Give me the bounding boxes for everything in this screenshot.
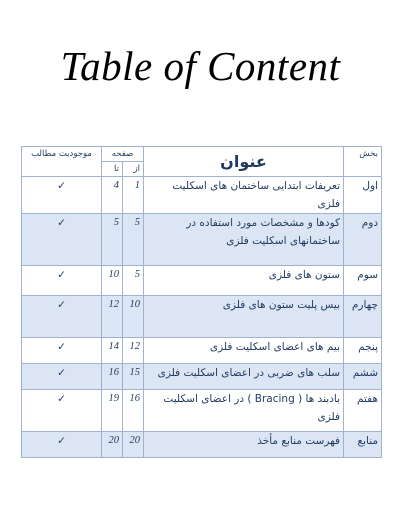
table-row <box>22 266 382 296</box>
page-title: Table of Content <box>60 43 341 89</box>
header-page: صفحه <box>102 147 144 162</box>
header-available: موجودیت مطالب <box>22 147 102 177</box>
row-page-to: 16 <box>102 364 123 390</box>
table-row <box>22 338 382 364</box>
header-from: از <box>123 162 144 177</box>
table-row <box>22 364 382 390</box>
header-section: بخش <box>344 147 382 177</box>
row-title: بیس پلیت ستون های فلزی <box>144 296 344 338</box>
header-row <box>22 147 382 162</box>
row-title: تعریفات ابتدایی ساختمان های اسکلیت فلزی <box>144 177 344 214</box>
row-title: بیم های اعضای اسکلیت فلزی <box>144 338 344 364</box>
row-page-from: 1 <box>123 177 144 214</box>
row-title: فهرست منابع مأخذ <box>144 432 344 458</box>
table-row <box>22 432 382 458</box>
row-page-from: 20 <box>123 432 144 458</box>
row-page-to: 20 <box>102 432 123 458</box>
row-page-to: 4 <box>102 177 123 214</box>
row-title: ستون های فلزی <box>144 266 344 296</box>
row-page-to: 5 <box>102 214 123 266</box>
row-page-from: 16 <box>123 390 144 432</box>
row-section: ششم <box>344 364 382 390</box>
row-section: دوم <box>344 214 382 266</box>
row-page-from: 5 <box>123 214 144 266</box>
row-available-check: ✓ <box>22 214 102 266</box>
row-available-check: ✓ <box>22 177 102 214</box>
row-title: کودها و مشخصات مورد استفاده در ساختمانهای اسکلیت فلزی <box>144 214 344 266</box>
row-available-check: ✓ <box>22 432 102 458</box>
table-row <box>22 214 382 266</box>
row-page-to: 14 <box>102 338 123 364</box>
row-section: چهارم <box>344 296 382 338</box>
row-section: هفتم <box>344 390 382 432</box>
row-title: سلب های ضربی در اعضای اسکلیت فلزی <box>144 364 344 390</box>
table-row <box>22 296 382 338</box>
table-of-contents <box>21 146 382 458</box>
row-section: اول <box>344 177 382 214</box>
row-section: منابع <box>344 432 382 458</box>
header-title: عنوان <box>144 147 344 177</box>
table-row <box>22 177 382 214</box>
row-available-check: ✓ <box>22 338 102 364</box>
row-available-check: ✓ <box>22 390 102 432</box>
row-page-from: 15 <box>123 364 144 390</box>
row-page-to: 10 <box>102 266 123 296</box>
table-row <box>22 390 382 432</box>
row-section: سوم <box>344 266 382 296</box>
row-available-check: ✓ <box>22 296 102 338</box>
row-page-from: 5 <box>123 266 144 296</box>
row-page-from: 12 <box>123 338 144 364</box>
row-section: پنجم <box>344 338 382 364</box>
row-page-to: 19 <box>102 390 123 432</box>
row-available-check: ✓ <box>22 364 102 390</box>
row-page-to: 12 <box>102 296 123 338</box>
row-page-from: 10 <box>123 296 144 338</box>
header-to: تا <box>102 162 123 177</box>
row-title: بادبند ها ( Bracing ) در اعضای اسکلیت فلزی <box>144 390 344 432</box>
row-available-check: ✓ <box>22 266 102 296</box>
